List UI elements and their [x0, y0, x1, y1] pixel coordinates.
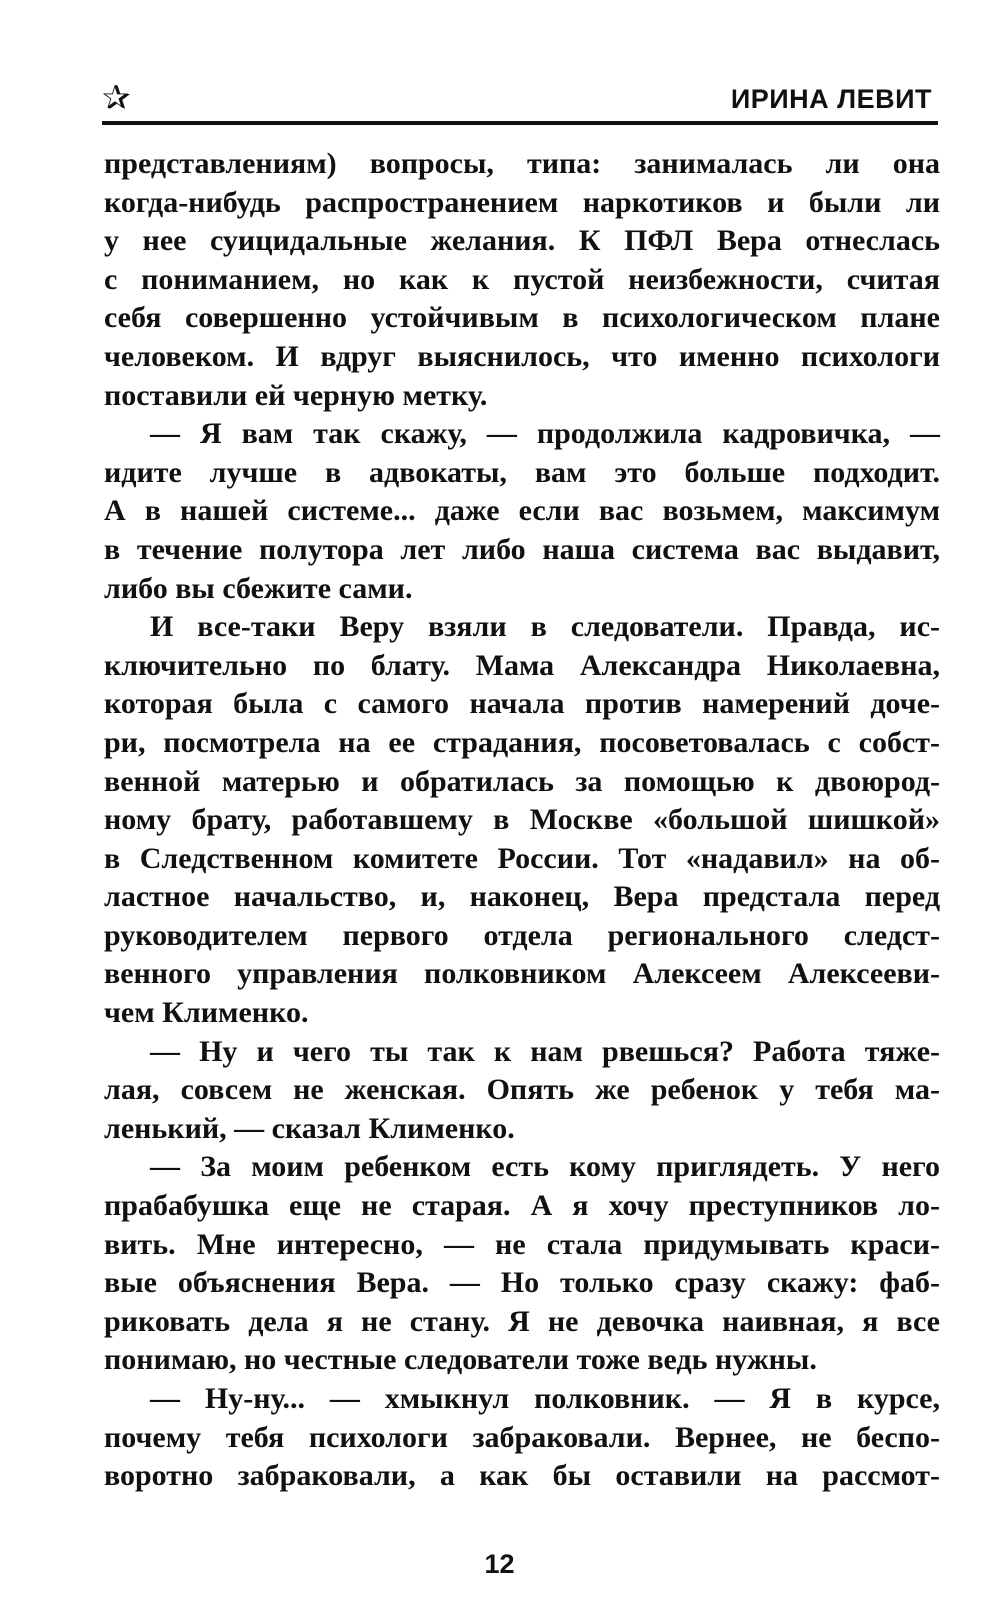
text-line: ключительно по блату. Мама Александра Николаевна, — [104, 648, 940, 682]
text-line: — За моим ребенком есть кому приглядеть. У него — [150, 1150, 940, 1184]
author-name: ИРИНА ЛЕВИТ — [730, 84, 932, 114]
page-number: 12 — [484, 1549, 515, 1579]
text-line: ри, посмотрела на ее страдания, посоветовалась с собст- — [104, 725, 940, 759]
text-line: венной матерью и обратилась за помощью к двоюрод- — [104, 764, 940, 798]
text-line: — Ну и чего ты так к нам рвешься? Работа тяже- — [150, 1034, 940, 1068]
text-line: воротно забраковали, а как бы оставили на рассмот- — [104, 1459, 940, 1493]
text-line: лая, совсем не женская. Опять же ребенок у тебя ма- — [104, 1073, 940, 1107]
text-line: либо вы сбежите сами. — [104, 571, 413, 605]
running-header — [102, 78, 940, 124]
text-line: вые объяснения Вера. — Но только сразу скажу: фаб- — [104, 1266, 940, 1300]
text-line: ластное начальство, и, наконец, Вера предстала перед — [104, 880, 940, 914]
text-line: руководителем первого отдела регионального следст- — [104, 918, 940, 952]
text-line: почему тебя психологи забраковали. Вернее, не беспо- — [104, 1420, 940, 1454]
text-line: поставили ей черную метку. — [104, 378, 488, 412]
body-text — [104, 145, 940, 1496]
text-line: ному брату, работавшему в Москве «большой шишкой» — [104, 803, 940, 837]
text-line: с пониманием, но как к пустой неизбежности, считая — [104, 262, 940, 296]
text-line: чем Клименко. — [104, 996, 309, 1030]
text-line: риковать дела я не стану. Я не девочка наивная, я все — [104, 1304, 940, 1338]
text-line: в Следственном комитете России. Тот «надавил» на об- — [104, 841, 940, 875]
star-icon: ✰ — [102, 78, 131, 118]
text-line: которая была с самого начала против намерений доче- — [104, 687, 940, 721]
text-line: когда-нибудь распространением наркотиков и были ли — [104, 185, 940, 219]
header-rule — [102, 121, 938, 125]
text-line: вить. Мне интересно, — не стала придумывать краси- — [104, 1227, 940, 1261]
text-line: ленький, — сказал Клименко. — [104, 1111, 515, 1145]
text-line: человеком. И вдруг выяснилось, что именно психологи — [104, 339, 940, 373]
text-line: венного управления полковником Алексеем Алексееви- — [104, 957, 940, 991]
text-line: себя совершенно устойчивым в психологическом плане — [104, 301, 940, 335]
text-line: И все-таки Веру взяли в следователи. Правда, ис- — [150, 610, 940, 644]
text-line: представлениям) вопросы, типа: занималась ли она — [104, 147, 940, 180]
text-line: у нее суицидальные желания. К ПФЛ Вера отнеслась — [104, 224, 940, 258]
text-line: А в нашей системе... даже если вас возьмем, максимум — [104, 494, 940, 528]
text-line: в течение полутора лет либо наша система вас выдавит, — [104, 532, 940, 566]
text-line: прабабушка еще не старая. А я хочу преступников ло- — [104, 1189, 940, 1223]
text-line: — Ну-ну... — хмыкнул полковник. — Я в курсе, — [150, 1382, 940, 1415]
text-line: — Я вам так скажу, — продолжила кадровичка, — — [150, 417, 940, 451]
text-line: идите лучше в адвокаты, вам это больше подходит. — [104, 455, 940, 489]
text-line: понимаю, но честные следователи тоже ведь нужны. — [104, 1343, 817, 1377]
